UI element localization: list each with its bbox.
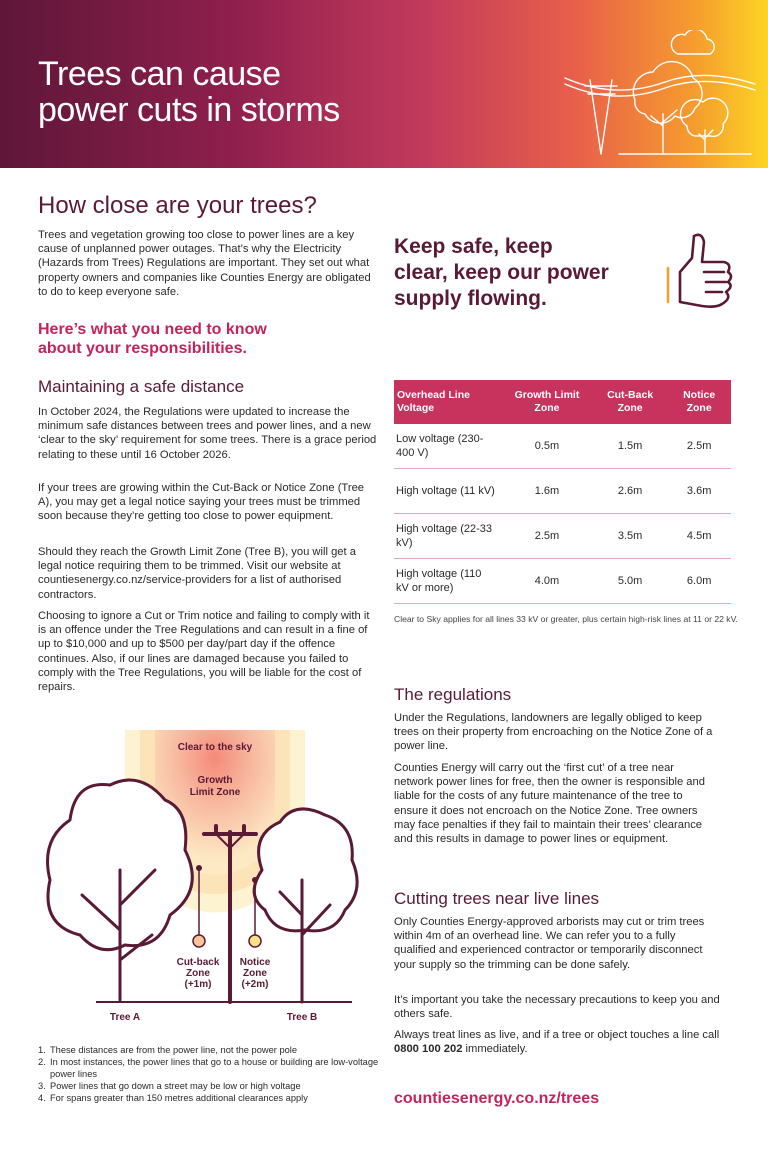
callout-line-1: Here’s what you need to know (38, 321, 267, 338)
tree-b-label: Tree B (286, 1012, 318, 1023)
list-item: 3. Power lines that go down a street may be low or high voltage (38, 1081, 301, 1091)
tree-a-label: Tree A (109, 1012, 141, 1023)
growth-limit-cell: 1.6m (501, 469, 593, 514)
cut-back-label-line-2: Zone (186, 968, 210, 979)
title-line-2: power cuts in storms (38, 91, 340, 129)
note-text: These distances are from the power line, not the power pole (50, 1045, 298, 1055)
list-item: 4. For spans greater than 150 metres additional clearances apply (38, 1093, 308, 1103)
notice-label-line-1: Notice (239, 957, 271, 968)
cut-back-cell: 1.5m (593, 424, 667, 469)
safe-distance-paragraph-4: Choosing to ignore a Cut or Trim notice and failing to comply with it is an offence under the Tree Regulations and can result in a fine of up to $10,000 and up to $500 per day/part day if the offence continues. Also, if our lines are damaged because you failed to comply with the Tree Regulations, you will be liable for the cost of repairs. (38, 610, 370, 694)
safe-distance-paragraph-2: If your trees are growing within the Cut-Back or Notice Zone (Tree A), you may get a legal notice saying your trees must be trimmed soon because they’re getting too close to power equipment. (38, 482, 365, 523)
table-row (394, 559, 731, 604)
voltage-cell: High voltage (22-33 kV) (394, 514, 501, 559)
regulations-paragraph-2: Counties Energy will carry out the ‘first cut’ of a tree near network power lines for free, then the owner is responsible and liable for the costs of any future maintenance of the tree to ensure it does not encroach on the Notice Zone. Tree owners may face penalties if they fail to maintain their trees’ clearance and this results in damage to power lines or equipment. (394, 762, 705, 846)
notice-cell: 4.5m (667, 514, 731, 559)
header-cut-back-zone: Cut-Back Zone (593, 380, 667, 424)
regulations-paragraph-1: Under the Regulations, landowners are legally obliged to keep trees on their property from encroaching on the Notice Zone of a power line. (394, 712, 713, 753)
cutting-paragraph-3 (394, 1028, 724, 1056)
thumbs-up-icon (662, 228, 740, 320)
tree-clearance-zones-diagram (30, 730, 360, 1025)
notice-label-line-3: (+2m) (241, 979, 269, 990)
section-heading-cutting-trees: Cutting trees near live lines (394, 889, 600, 908)
page-title (38, 56, 340, 128)
notice-marker-icon (249, 935, 261, 947)
list-item: 2. In most instances, the power lines that go to a house or building are low-voltage power lines (38, 1057, 379, 1079)
tree-a-icon (48, 780, 193, 1000)
table-footnote: Clear to Sky applies for all lines 33 kV or greater, plus certain high-risk lines at 11 or 22 kV. (394, 614, 738, 624)
cutting-paragraph-2: It’s important you take the necessary precautions to keep you and others safe. (394, 994, 720, 1021)
footnotes-list (38, 1044, 383, 1104)
header-banner (0, 0, 768, 168)
notice-cell: 3.6m (667, 469, 731, 514)
table-row (394, 469, 731, 514)
cut-back-label-line-3: (+1m) (184, 979, 212, 990)
notice-cell: 6.0m (667, 559, 731, 604)
growth-limit-cell: 2.5m (501, 514, 593, 559)
cut-back-label-line-1: Cut-back (176, 957, 220, 968)
safe-distance-paragraph-1: In October 2024, the Regulations were updated to increase the minimum safe distances between trees and power lines, and a new ‘clear to the sky’ requirement for some trees. There is a grace period relating to these until 16 October 2026. (38, 406, 377, 461)
tree-b-icon (254, 809, 357, 1002)
voltage-cell: Low voltage (230-400 V) (394, 424, 501, 469)
emergency-text-before: Always treat lines as live, and if a tree or object touches a line call (394, 1029, 720, 1041)
cutting-paragraph-1: Only Counties Energy-approved arborists may cut or trim trees within 4m of an overhead line. We can refer you to a fully qualified and experienced contractor or temporarily disconnect your supply so the trimming can be done safely. (394, 916, 705, 971)
emergency-text-after: immediately. (462, 1043, 528, 1056)
keep-safe-slogan (394, 234, 654, 312)
header-line-voltage: Overhead Line Voltage (394, 380, 501, 424)
header-growth-limit-zone: Growth Limit Zone (501, 380, 593, 424)
clear-to-sky-label: Clear to the sky (177, 742, 253, 753)
emergency-phone-number: 0800 100 202 (394, 1043, 463, 1056)
section-heading-how-close: How close are your trees? (38, 192, 317, 219)
note-text: In most instances, the power lines that go to a house or building are low-voltage power lines (50, 1057, 379, 1079)
list-item: 1. These distances are from the power line, not the power pole (38, 1045, 298, 1055)
clearance-zones-table (394, 380, 731, 604)
table-row (394, 424, 731, 469)
section-heading-safe-distance: Maintaining a safe distance (38, 377, 245, 396)
cut-back-cell: 2.6m (593, 469, 667, 514)
voltage-cell: High voltage (110 kV or more) (394, 559, 501, 604)
slogan-line-3: supply flowing. (394, 287, 547, 310)
title-line-1: Trees can cause (38, 55, 281, 93)
table-row (394, 514, 731, 559)
safe-distance-paragraph-3: Should they reach the Growth Limit Zone (Tree B), you will get a legal notice requiring them to be trimmed. Visit our website at countiesenergy.co.nz/service-providers for a list of authorised contractors. (38, 546, 356, 601)
growth-limit-cell: 4.0m (501, 559, 593, 604)
slogan-line-2: clear, keep our power (394, 261, 609, 284)
intro-paragraph: Trees and vegetation growing too close to power lines are a key cause of unplanned power outages. That’s why the Electricity (Hazards from Trees) Regulations are important. They set out what property owners and companies like Counties Energy are obligated to do to keep everyone safe. (38, 229, 371, 298)
section-heading-regulations: The regulations (394, 685, 512, 704)
notice-label-line-2: Zone (243, 968, 267, 979)
notice-cell: 2.5m (667, 424, 731, 469)
note-text: For spans greater than 150 metres additional clearances apply (50, 1093, 308, 1103)
cut-back-cell: 3.5m (593, 514, 667, 559)
header-notice-zone: Notice Zone (667, 380, 731, 424)
table-header-row (394, 380, 731, 424)
callout-line-2: about your responsibilities. (38, 340, 247, 357)
voltage-cell: High voltage (11 kV) (394, 469, 501, 514)
website-link[interactable]: countiesenergy.co.nz/trees (394, 1090, 600, 1107)
cut-back-marker-icon (193, 935, 205, 947)
responsibilities-callout (38, 320, 378, 358)
growth-zone-label-line-1: Growth (197, 775, 233, 786)
cut-back-cell: 5.0m (593, 559, 667, 604)
trees-and-power-lines-icon (555, 30, 760, 160)
slogan-line-1: Keep safe, keep (394, 235, 553, 258)
growth-limit-cell: 0.5m (501, 424, 593, 469)
growth-zone-label-line-2: Limit Zone (189, 787, 241, 798)
note-text: Power lines that go down a street may be low or high voltage (50, 1081, 301, 1091)
